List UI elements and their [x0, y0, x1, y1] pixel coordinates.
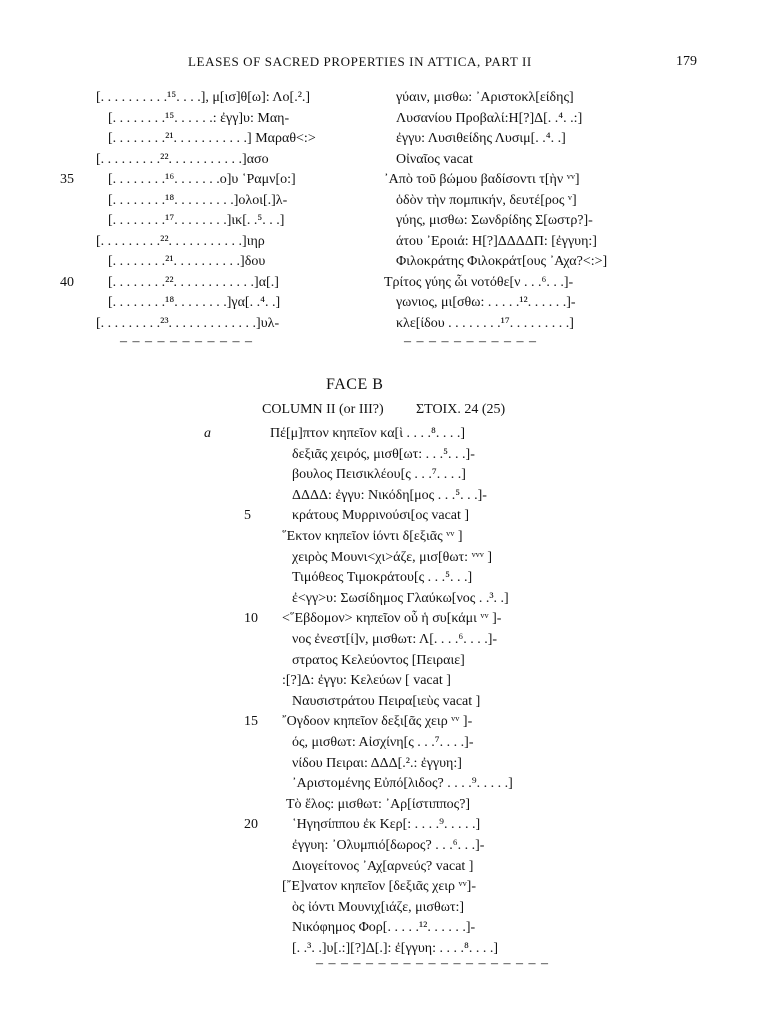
right-text-line: ὁδὸν τὴν πομπικήν, δευτέ[ρος ᵛ] [396, 192, 577, 208]
page-number: 179 [676, 54, 697, 69]
face-b-line: Τὸ ἕλος: μισθωτ: ᾽Αρ[ίστιππος?] [286, 796, 471, 812]
side-label: a [204, 426, 211, 441]
face-b-line: ῞Εκτον κηπεῖον ἰόντι δ[εξιᾶς ᵛᵛ ] [282, 529, 463, 544]
left-text-line: [. . . . . . . . .²³. . . . . . . . . . . . .]υλ- [96, 315, 280, 331]
right-text-line: Τρίτος γύης ὧι νοτόθε[ν . . .⁶. . .]- [384, 274, 574, 290]
left-text-line: [. . . . . . . . .²². . . . . . . . . . .]ιηρ [96, 233, 265, 249]
right-text-line: Φιλοκράτης Φιλοκράτ[ους ᾽Αχα?<:>] [396, 254, 608, 269]
face-b-line: βουλος Πεισικλέου[ς . . .⁷. . . .] [292, 467, 466, 483]
left-text-line: [. . . . . . . .¹⁶. . . . . . .ο]υ ῾Ραμν[ο:] [108, 172, 296, 187]
face-b-line: ὸς ἰόντι Μουνιχ[ιάζε, μισθωτ:] [292, 899, 465, 915]
left-text-line: [. . . . . . . .²¹. . . . . . . . . .]δου [108, 254, 266, 269]
face-b-line: <῞Εβδομον> κηπεῖον οὗ ἡ συ[κάμι ᵛᵛ ]- [282, 611, 502, 627]
face-b-line: ἐ<γγ>υ: Σωσίδημος Γλαύκω[νος . .³. .] [292, 590, 509, 606]
face-b-line: [. .³. .]υ[.:][?]Δ[.]: ἐ[γγυη: . . . .⁸. . . .] [292, 941, 499, 956]
left-text-line: [. . . . . . . .¹⁵. . . . . .: ἐγγ]υ: Μαη- [108, 110, 290, 126]
column-label: COLUMN II (or III?) [262, 402, 384, 417]
line-number: 40 [60, 274, 74, 290]
right-text-line: γύαιν, μισθω: ᾽Αριστοκλ[είδης] [396, 90, 574, 105]
face-b-line: [῎Ε]νατον κηπεῖον [δεξιᾶς χειρ ᵛᵛ]- [282, 879, 477, 895]
left-text-line: [. . . . . . . . . .¹⁵. . . .], μ[ισ]θ[ω]: Λο[.².] [96, 90, 311, 105]
face-b-line: κράτους Μυρρινούσι[ος vacat ] [292, 508, 470, 524]
left-text-line: [. . . . . . . .²¹. . . . . . . . . . .] Μαραθ<:> [108, 131, 316, 146]
right-text-line: ἐγγυ: Λυσιθείδης Λυσιμ[. .⁴. .] [396, 131, 566, 146]
face-b-line: νος ἐνεστ[ί]ν, μισθωτ: Λ[. . . .⁶. . . .]- [292, 632, 498, 647]
face-b-line: στρατος Κελεύοντος [Πειραιε] [292, 652, 465, 668]
line-number: 10 [244, 611, 258, 627]
face-b-line: :[?]Δ: ἐγγυ: Κελεύων [ vacat ] [282, 673, 451, 689]
line-number: 15 [244, 714, 258, 730]
face-b-line: νίδου Πειραι: ΔΔΔ[.².: ἐγγυη:] [292, 755, 462, 771]
face-b-line: ός, μισθωτ: Αἰσχίνη[ς . . .⁷. . . .]- [292, 735, 474, 750]
right-text-line: κλε[ίδου . . . . . . . .¹⁷. . . . . . . . .] [396, 315, 574, 331]
face-b-line: ᾽Αριστομένης Εὐπό[λιδος? . . . .⁹. . . . .] [292, 776, 513, 792]
face-b-line: Νικόφημος Φορ[. . . . .¹². . . . . .]- [292, 920, 476, 936]
right-text-line: Οἰναῖος vacat [396, 151, 473, 167]
left-text-line: [. . . . . . . .¹⁸. . . . . . . .]γα[. .⁴. .] [108, 295, 281, 310]
left-text-line: [. . . . . . . .²². . . . . . . . . . . .]α[.] [108, 274, 279, 290]
left-text-line: [. . . . . . . .¹⁸. . . . . . . . .]ολοι[.]λ- [108, 192, 288, 208]
right-text-line: ᾽Απὸ τοῦ βώμου βαδίσοντι τ[ὴν ᵛᵛ] [384, 172, 580, 187]
right-text-line: γύης, μισθω: Σωνδρίδης Σ[ωστρ?]- [396, 213, 593, 228]
face-b-line: Διογείτονος ᾽Αχ[αρνεύς? vacat ] [292, 858, 474, 874]
right-text-line: γωνιος, μι[σθω: . . . . .¹². . . . . .]- [396, 295, 576, 310]
face-b-line: ἐγγυη: ᾽Ολυμπιό[δωρος? . . .⁶. . .]- [292, 838, 485, 853]
face-b-line: ῾Ηγησίππου ἐκ Κερ[: . . . .⁹. . . . .] [292, 817, 481, 833]
line-number: 5 [244, 508, 251, 524]
face-b-line: δεξιᾶς χειρός, μισθ[ωτ: . . .⁵. . .]- [292, 446, 475, 462]
face-b-line: Πέ[μ]πτον κηπεῖον κα[ὶ . . . .⁸. . . .] [270, 426, 466, 441]
stoichedon-label: ΣΤΟΙΧ. 24 (25) [416, 402, 506, 417]
face-b-line: Τιμόθεος Τιμοκράτου[ς . . .⁵. . .] [292, 570, 473, 586]
line-number: 20 [244, 817, 258, 833]
face-b-line: Ναυσιστράτου Πειρα[ιεὺς vacat ] [292, 693, 481, 709]
face-b-title: FACE B [326, 376, 384, 393]
face-b-line: ΔΔΔΔ: ἐγγυ: Νικόδη[μος . . .⁵. . .]- [292, 487, 487, 503]
line-number: 35 [60, 172, 74, 187]
left-text-line: [. . . . . . . . .²². . . . . . . . . . .]ασο [96, 151, 269, 167]
right-text-line: Λυσανίου Προβαλί:Η[?]Δ[. .⁴. .:] [396, 110, 583, 126]
separator-left: – – – – – – – – – – – [120, 334, 253, 349]
running-head: LEASES OF SACRED PROPERTIES IN ATTICA, PART II [188, 54, 532, 69]
face-b-line: χειρὸς Μουνι<χι>άζε, μισ[θωτ: ᵛᵛᵛ ] [292, 549, 493, 565]
right-text-line: άτου ᾽Εροιά: Η[?]ΔΔΔΔΠ: [ἐγγυη:] [396, 233, 597, 249]
left-text-line: [. . . . . . . .¹⁷. . . . . . . .]ικ[. .⁵. . .] [108, 213, 285, 228]
separator-right: – – – – – – – – – – – [404, 334, 537, 349]
face-b-line: ῎Ογδοον κηπεῖον δεξι[ᾶς χειρ ᵛᵛ ]- [282, 714, 473, 730]
end-separator: – – – – – – – – – – – – – – – – – – – [316, 956, 549, 971]
